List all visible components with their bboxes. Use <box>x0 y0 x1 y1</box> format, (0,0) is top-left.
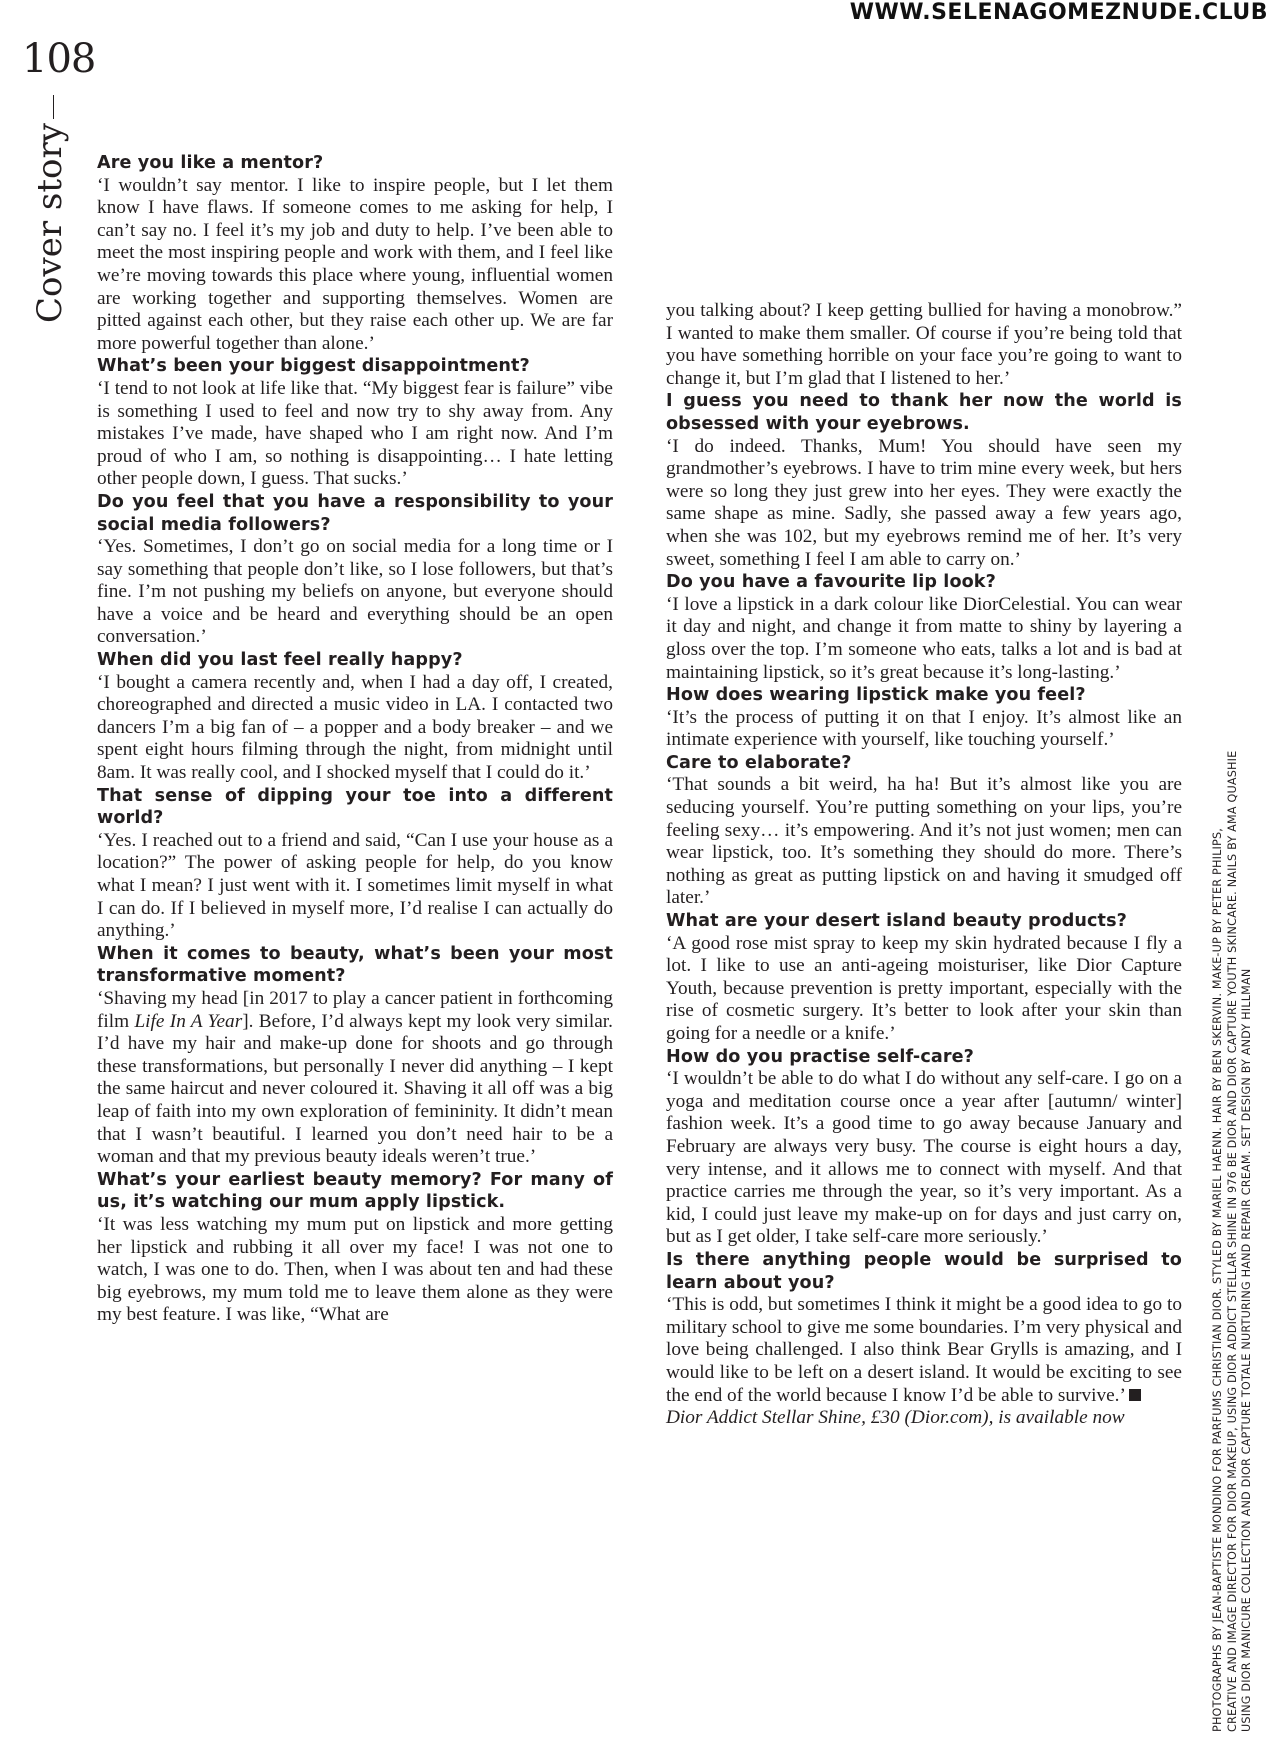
answer: ‘I tend to not look at life like that. “My biggest fear is failure” vibe is something I used to feel and now try to shy away from. Any mistakes I’ve made, have shaped who I am right now. And I’m proud of who I am, so nothing is disappointing… I hate letting other people down, I guess. That sucks.’ <box>97 377 613 490</box>
answer-text: ‘This is odd, but sometimes I think it might be a good idea to go to military school to give me some boundaries. I’m very physical and love being challenged. I also think Bear Grylls is amazing, and I would like to be left on a desert island. It would be exciting to see the end of the world because I know I’d be able to survive.’ <box>666 1294 1182 1406</box>
question: Care to elaborate? <box>666 752 852 773</box>
answer-text: ]. Before, I’d always kept my look very similar. I’d have my hair and make-up done for shoots and go through these transformations, but personally I never did anything – I kept the same haircut and never coloured it. Shaving it all off was a big leap of faith into my own exploration of femininity. It didn’t mean that I wasn’t beautiful. I learned you don’t need hair to be a woman and that my previous beauty ideals weren’t true.’ <box>97 1010 613 1168</box>
question: How do you practise self-care? <box>666 1046 974 1067</box>
question: Is there anything people would be surprised to learn about you? <box>666 1249 1182 1293</box>
answer: ‘It’s the process of putting it on that I enjoy. It’s almost like an intimate experience with yourself, like touching yourself.’ <box>666 706 1182 751</box>
answer <box>97 988 613 1169</box>
site-watermark: WWW.SELENAGOMEZNUDE.CLUB <box>849 0 1268 25</box>
question: When did you last feel really happy? <box>97 650 463 671</box>
question: What’s your earliest beauty memory? For many of us, it’s watching our mum apply lipstick. <box>97 1169 613 1213</box>
answer: ‘A good rose mist spray to keep my skin hydrated because I fly a lot. I like to use an anti-ageing moisturiser, like Dior Capture Youth, because prevention is pretty important, especially with the rise of cosmetic surgery. It’s better to look after your skin than going for a needle or a knife.’ <box>666 932 1182 1044</box>
answer: ‘It was less watching my mum put on lipstick and more getting her lipstick and rubbing it all over my face! I was not one to watch, I was one to do. Then, when I was about ten and had these big eyebrows, my mum told me to leave them alone as they were my best feature. I was like, “What are <box>97 1213 613 1326</box>
answer: ‘I bought a camera recently and, when I had a day off, I created, choreographed and directed a music video in LA. I contacted two dancers I’m a big fan of – a popper and a body breaker – and we spent eight hours filming through the night, from midnight until 8am. It was really cool, and I shocked myself that I could do it.’ <box>97 671 613 784</box>
question: Do you have a favourite lip look? <box>666 572 996 593</box>
question: I guess you need to thank her now the world is obsessed with your eyebrows. <box>666 391 1182 434</box>
answer: ‘I wouldn’t be able to do what I do without any self-care. I go on a yoga and meditation course once a year after [autumn/ winter] fashion week. It’s a good time to go away because January and February are always very busy. The course is eight hours a day, very intense, and it allows me to connect with myself. And that practice carries me through the year, so it’s very important. As a kid, I could just leave my make-up on for days and just carry on, but as I get older, I take self-care more seriously.’ <box>666 1068 1182 1248</box>
answer-continuation: you talking about? I keep getting bullied for having a monobrow.” I wanted to make them smaller. Of course if you’re being told that you have something horrible on your face you’re going to want to change it, but I’m glad that I listened to her.’ <box>666 300 1182 389</box>
answer-text: ‘Shaving my head [in 2017 to play a cancer patient in forthcoming film <box>97 987 613 1032</box>
credit-line: PHOTOGRAPHS BY JEAN-BAPTISTE MONDINO FOR PARFUMS CHRISTIAN DIOR. STYLED BY MARIEL HAENN. HAIR BY BEN SKERVIN. MAKE-UP BY PETER PHILIPS, <box>1211 827 1224 1732</box>
answer: ‘That sounds a bit weird, ha ha! But it’s almost like you are seducing yourself. You’re putting something on your lips, you’re feeling sexy… it’s empowering. And it’s not just women; men can wear lipstick, too. It’s something they should do more. There’s nothing as great as putting lipstick on and having it smudged off later.’ <box>666 774 1182 909</box>
right-column <box>666 300 1182 1430</box>
left-column <box>97 152 613 1327</box>
section-label <box>12 115 88 323</box>
question: What’s been your biggest disappointment? <box>97 356 530 377</box>
answer <box>666 1294 1182 1407</box>
answer: ‘Yes. I reached out to a friend and said, “Can I use your house as a location?” The power of asking people for help, do you know what I mean? I just went with it. I sometimes limit myself in what I can do. If I believed in myself more, I’d realise I can actually do anything.’ <box>97 829 613 942</box>
question: When it comes to beauty, what’s been your most transformative moment? <box>97 943 613 987</box>
end-mark-icon <box>1129 1389 1141 1401</box>
question: How does wearing lipstick make you feel? <box>666 685 1086 706</box>
photo-credits <box>1211 632 1255 1732</box>
credit-line: CREATIVE AND IMAGE DIRECTOR FOR DIOR MAKEUP, USING DIOR ADDICT STELLAR SHINE IN 976 BE DIOR AND DIOR CAPTURE YOUTH SKINCARE. NAILS BY AMA QUASHIE <box>1225 750 1239 1732</box>
page-number: 108 <box>22 36 96 82</box>
product-caption: Dior Addict Stellar Shine, £30 (Dior.com), is available now <box>666 1407 1125 1429</box>
section-label-text: Cover story <box>30 123 70 323</box>
credit-line: USING DIOR MANICURE COLLECTION AND DIOR CAPTURE TOTALE NURTURING HAND REPAIR CREAM. SET DESIGN BY ANDY HILLMAN <box>1240 968 1253 1732</box>
answer: ‘I love a lipstick in a dark colour like DiorCelestial. You can wear it day and night, and change it from matte to shiny by layering a gloss over the top. I’m someone who eats, talks a lot and is bad at maintaining lipstick, so it’s great because it’s long-lasting.’ <box>666 593 1182 683</box>
question: Do you feel that you have a responsibility to your social media followers? <box>97 491 613 535</box>
question: Are you like a mentor? <box>97 153 324 173</box>
film-title: Life In A Year <box>134 1010 243 1032</box>
answer: ‘I do indeed. Thanks, Mum! You should have seen my grandmother’s eyebrows. I have to trim mine every week, but hers were so long they just grew into her eyes. They were exactly the same shape as mine. Sadly, she passed away a few years ago, when she was 102, but my eyebrows remind me of her. It’s very sweet, something I feel I am able to carry on.’ <box>666 435 1182 570</box>
question: That sense of dipping your toe into a different world? <box>97 785 613 829</box>
answer: ‘Yes. Sometimes, I don’t go on social media for a long time or I say something that people don’t like, so I lose followers, but that’s fine. I’m not pushing my beliefs on anyone, but everyone should have a voice and be heard and everything should be an open conversation.’ <box>97 536 613 648</box>
answer: ‘I wouldn’t say mentor. I like to inspire people, but I let them know I have flaws. If someone comes to me asking for help, I can’t say no. I feel it’s my job and duty to help. I’ve been able to meet the most inspiring people and work with them, and I feel like we’re moving towards this place where young, influential women are working together and supporting themselves. Women are pitted against each other, but they raise each other up. We are far more powerful together than alone.’ <box>97 174 613 354</box>
question: What are your desert island beauty products? <box>666 911 1127 932</box>
